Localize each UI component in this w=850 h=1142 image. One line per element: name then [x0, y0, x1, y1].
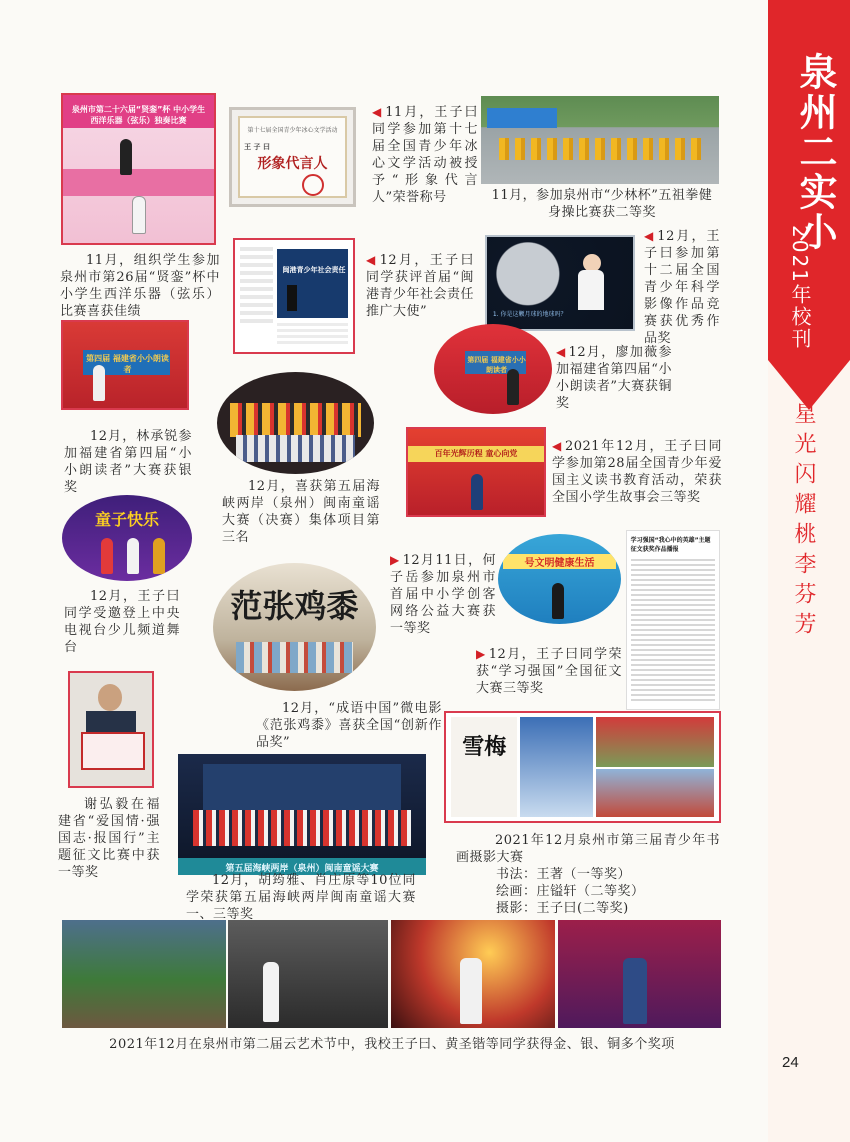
xie-certificate	[81, 732, 144, 770]
presenter-head	[583, 254, 601, 272]
film-actors	[236, 642, 353, 673]
caption-ambassador-text: 12月，王子曰同学获评首届“闽港青少年社会责任推广大使”	[366, 253, 475, 319]
shaolin-performers	[499, 138, 707, 160]
violin-photo	[61, 93, 216, 245]
shaolin-photo	[481, 96, 719, 184]
liao-contest-photo	[434, 324, 552, 414]
certificate-photo	[229, 107, 356, 207]
shaolin-banner	[487, 108, 557, 128]
chorus-photo	[217, 372, 374, 474]
caption-film: 12月，“成语中国”微电影《范张鸡黍》喜获全国“创新作品奖”	[256, 701, 442, 750]
speaker-figure	[287, 285, 297, 311]
caption-art-photography: 摄影：王子曰(二等奖)	[496, 901, 629, 916]
caption-art-title: 2021年12月泉州市第三届青少年书画摄影大赛	[456, 833, 720, 865]
science-subtitle: 1. 你是这颗月球的地球吗？	[492, 310, 567, 318]
lin-figure	[93, 365, 105, 401]
caption-liao-text: 12月，廖加薇参加福建省第四届“小小朗读者”大赛获铜奖	[556, 345, 672, 411]
caption-bingxin	[372, 104, 478, 206]
photo-artwork-2	[596, 769, 713, 817]
caption-cloud-art: 2021年12月在泉州市第二届云艺术节中，我校王子曰、黄圣锴等同学获得金、银、铜多个奖项	[109, 1037, 675, 1052]
ambassador-article-text	[240, 247, 273, 328]
cloud-art-photo-4	[558, 920, 721, 1028]
caption-maker-text: 12月11日，何子岳参加泉州市首届中小学创客网络公益大赛获一等奖	[390, 553, 496, 636]
liao-contest-banner: 第四届 福建省小小朗读者	[467, 355, 526, 374]
certificate-award: 形象代言人	[257, 156, 328, 173]
school-name: 泉州二实小	[793, 52, 838, 252]
violin-banner-text: 泉州市第二十六届“贤銮”杯 中小学生西洋乐器（弦乐）独奏比赛	[71, 104, 206, 125]
certificate-seal	[302, 174, 324, 196]
stage-performers	[193, 810, 411, 846]
caption-cctv: 12月，王子曰同学受邀登上中央电视台少儿频道舞台	[64, 589, 180, 655]
page-number: 24	[782, 1054, 799, 1071]
calligraphy-text: 雪梅	[462, 734, 507, 761]
ambassador-photo	[233, 238, 355, 354]
xuexi-heading: 学习强国“我心中的英雄”主题征文获奖作品播报	[630, 536, 711, 553]
cloud-art-figure-3	[460, 958, 482, 1024]
caption-shaolin: 11月，参加泉州市“少林杯”五祖拳健身操比赛获二等奖	[491, 188, 713, 220]
caption-science-text: 12月，王子曰参加第十二届全国青少年科学影像作品竞赛获优秀作品奖	[644, 229, 721, 346]
liao-figure	[507, 369, 519, 405]
caption-reading	[552, 438, 722, 506]
maker-banner: 号文明健康生活	[503, 554, 616, 569]
triangle-left-icon: ◀	[552, 439, 563, 453]
stage-screen	[203, 764, 401, 810]
cloud-art-photo-3	[391, 920, 555, 1028]
xuexi-article	[626, 530, 720, 710]
xuexi-body-text	[631, 559, 716, 701]
caption-maker	[390, 552, 496, 637]
triangle-left-icon: ◀	[556, 345, 567, 359]
triangle-left-icon: ◀	[372, 105, 384, 119]
caption-art-calligraphy: 书法：王著（一等奖）	[496, 867, 632, 882]
triangle-left-icon: ◀	[644, 229, 656, 243]
yearbook-title: 2021年校刊	[788, 225, 812, 350]
reading-event-photo	[406, 427, 546, 517]
caption-xie: 谢弘毅在福建省“爱国情·强国志·报国行”主题征文比赛中获一等奖	[58, 797, 160, 880]
cctv-figure-1	[101, 538, 113, 574]
chorus-back-row	[230, 403, 362, 438]
caption-art	[456, 832, 720, 917]
presenter-body	[578, 270, 604, 310]
cctv-banner: 童子快乐	[94, 510, 159, 530]
science-film-photo	[485, 235, 635, 331]
slogan-left: 星光闪耀	[791, 402, 816, 522]
maker-figure	[552, 583, 564, 619]
cctv-figure-2	[127, 538, 139, 574]
caption-chorus: 12月，喜获第五届海峡两岸（泉州）闽南童谣大赛（决赛）集体项目第三名	[222, 479, 380, 545]
cloud-art-figure-2	[263, 962, 279, 1022]
stage-banner: 第五届海峡两岸（泉州）闽南童谣大赛	[225, 863, 379, 874]
nursery-stage-photo	[178, 754, 426, 875]
violinist-figure-2	[132, 196, 146, 234]
cctv-figure-3	[153, 538, 165, 574]
caption-liao	[556, 344, 672, 412]
caption-reading-text: 2021年12月，王子曰同学参加第28届全国青少年爱国主义读书教育活动，荣获全国小学生故事会三等奖	[552, 439, 722, 505]
caption-nursery: 12月，胡筠雅、肖庄原等10位同学荣获第五届海峡两岸闽南童谣大赛一、三等奖	[186, 873, 416, 922]
certificate-title: 第十七届全国青少年冰心文学活动	[247, 127, 338, 135]
caption-xuexi	[476, 646, 622, 697]
triangle-right-icon: ▶	[476, 647, 487, 661]
painting-artwork	[520, 717, 594, 816]
caption-art-painting: 绘画：庄镒轩（二等奖）	[496, 884, 645, 899]
cctv-photo	[62, 495, 192, 581]
cloud-art-photo-2	[228, 920, 388, 1028]
reading-event-figure	[471, 474, 483, 510]
xie-portrait	[68, 671, 154, 788]
maker-photo	[498, 534, 621, 624]
lin-contest-banner: 第四届 福建省小小朗读者	[86, 353, 169, 374]
caption-science	[644, 228, 720, 347]
violinist-figure-1	[120, 139, 132, 175]
triangle-left-icon: ◀	[366, 253, 378, 267]
caption-ambassador	[366, 252, 474, 320]
art-contest-photo	[444, 711, 721, 823]
reading-event-banner: 百年光辉历程 童心向党	[434, 448, 518, 458]
film-photo	[213, 563, 376, 691]
cloud-art-photo-1	[62, 920, 226, 1028]
slogan-right: 桃李芬芳	[791, 522, 816, 642]
ambassador-screen-text: 闽港青少年社会责任	[282, 265, 346, 274]
caption-lin: 12月，林承锐参加福建省第四届“小小朗读者”大赛获银奖	[64, 429, 192, 495]
caption-bingxin-text: 11月，王子曰同学参加第十七届全国青少年冰心文学活动被授予“形象代言人”荣誉称号	[372, 105, 478, 205]
caption-violin: 11月，组织学生参加泉州市第26届“贤銮”杯中小学生西洋乐器（弦乐）比赛喜获佳绩	[60, 253, 220, 319]
ambassador-caption-text	[277, 323, 348, 345]
chorus-front-row	[236, 435, 355, 462]
cloud-art-figure-4	[623, 958, 647, 1024]
violin-lower-banner	[63, 169, 214, 196]
caption-xuexi-text: 12月，王子曰同学荣获“学习强国”全国征文大赛三等奖	[476, 647, 622, 696]
film-title: 范张鸡黍	[230, 586, 359, 625]
photo-artwork-1	[596, 717, 713, 767]
lin-contest-photo	[61, 320, 189, 410]
certificate-name: 王 子 曰	[244, 142, 270, 151]
triangle-right-icon: ▶	[390, 553, 401, 567]
